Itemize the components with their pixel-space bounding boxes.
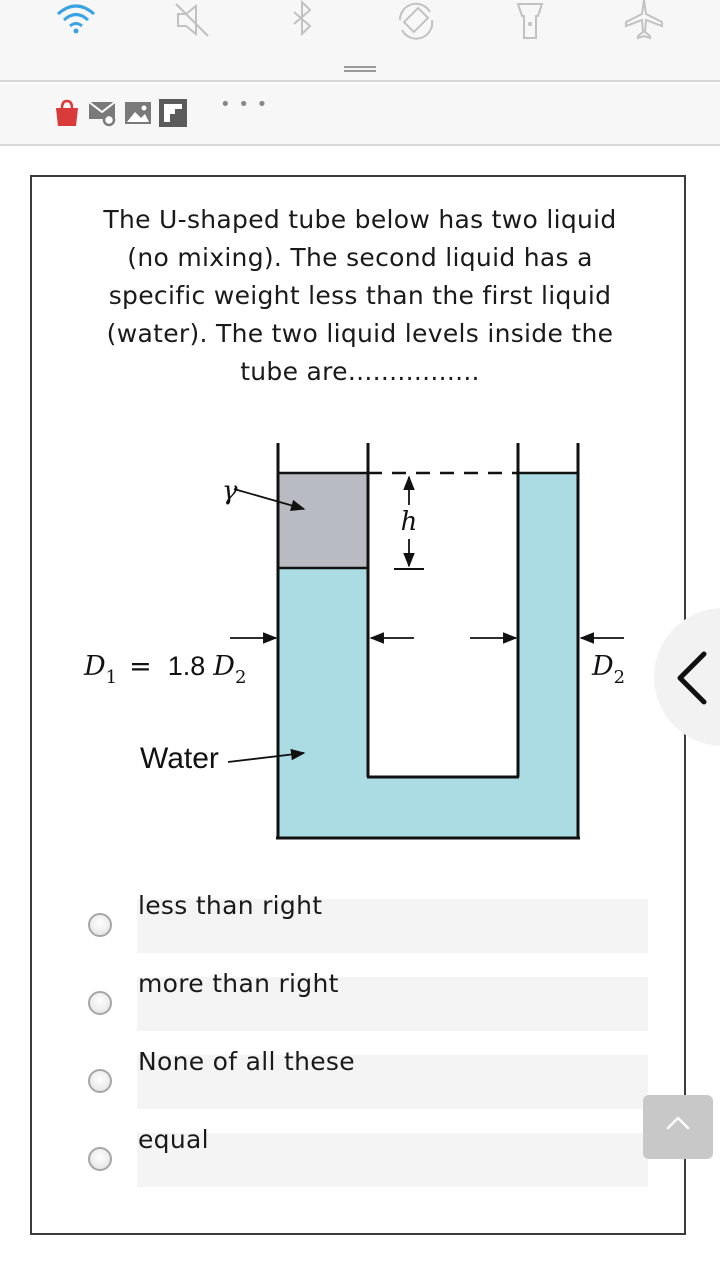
more-notifications-indicator[interactable]: • • • (220, 94, 269, 115)
option-1-box[interactable] (137, 891, 648, 953)
auto-rotate-icon[interactable] (392, 0, 440, 44)
flipboard-icon[interactable] (158, 98, 188, 128)
option-3-label: None of all these (138, 1047, 355, 1076)
panel-drag-handle[interactable] (344, 66, 376, 72)
scroll-to-top-button[interactable] (643, 1095, 713, 1159)
d1-symbol: D (84, 651, 106, 682)
mail-settings-icon[interactable] (88, 98, 118, 128)
chevron-left-icon (670, 650, 710, 706)
option-4-radio[interactable] (88, 1147, 112, 1171)
d2-label-right (591, 651, 625, 688)
answer-option-4[interactable] (88, 1125, 648, 1191)
d2-subscript: 2 (613, 667, 626, 688)
bluetooth-icon[interactable] (278, 0, 326, 44)
airplane-mode-icon[interactable] (620, 0, 668, 44)
image-icon[interactable] (124, 98, 154, 128)
water-label: Water (140, 742, 219, 775)
option-2-radio[interactable] (88, 991, 112, 1015)
option-1-radio[interactable] (88, 913, 112, 937)
question-card (30, 175, 686, 1235)
option-4-box[interactable] (137, 1125, 648, 1187)
gamma-label: γ (222, 476, 238, 506)
option-4-label: equal (138, 1125, 209, 1154)
notification-bar (0, 84, 720, 146)
answer-option-1[interactable] (88, 891, 648, 957)
option-1-label: less than right (138, 891, 323, 920)
chevron-up-icon (666, 1115, 690, 1131)
question-text: The U-shaped tube below has two liquid (no mixing). The second liquid has a specific weight less than the first liquid (water). The two liquid levels inside the tube are................ (103, 205, 617, 386)
option-3-box[interactable] (137, 1047, 648, 1109)
quick-settings-panel (0, 0, 720, 82)
answer-option-3[interactable] (88, 1047, 648, 1113)
answer-option-2[interactable] (88, 969, 648, 1035)
flashlight-icon[interactable] (506, 0, 554, 44)
lighter-liquid-region (278, 473, 368, 568)
option-2-label: more than right (138, 969, 339, 998)
d1-equation (83, 651, 246, 688)
d1-equals: = (129, 651, 152, 682)
option-3-radio[interactable] (88, 1069, 112, 1093)
d2-subscript-inline: 2 (234, 667, 247, 688)
shopping-bag-icon[interactable] (52, 98, 82, 128)
d2-symbol: D (592, 651, 614, 682)
option-2-box[interactable] (137, 969, 648, 1031)
d2-symbol-inline: D (213, 651, 235, 682)
mute-icon[interactable] (168, 0, 216, 44)
h-label: h (400, 507, 418, 537)
u-tube-diagram (80, 435, 660, 845)
d1-ratio-value: 1.8 (167, 651, 206, 681)
wifi-icon[interactable] (52, 0, 100, 44)
d1-subscript: 1 (105, 667, 118, 688)
